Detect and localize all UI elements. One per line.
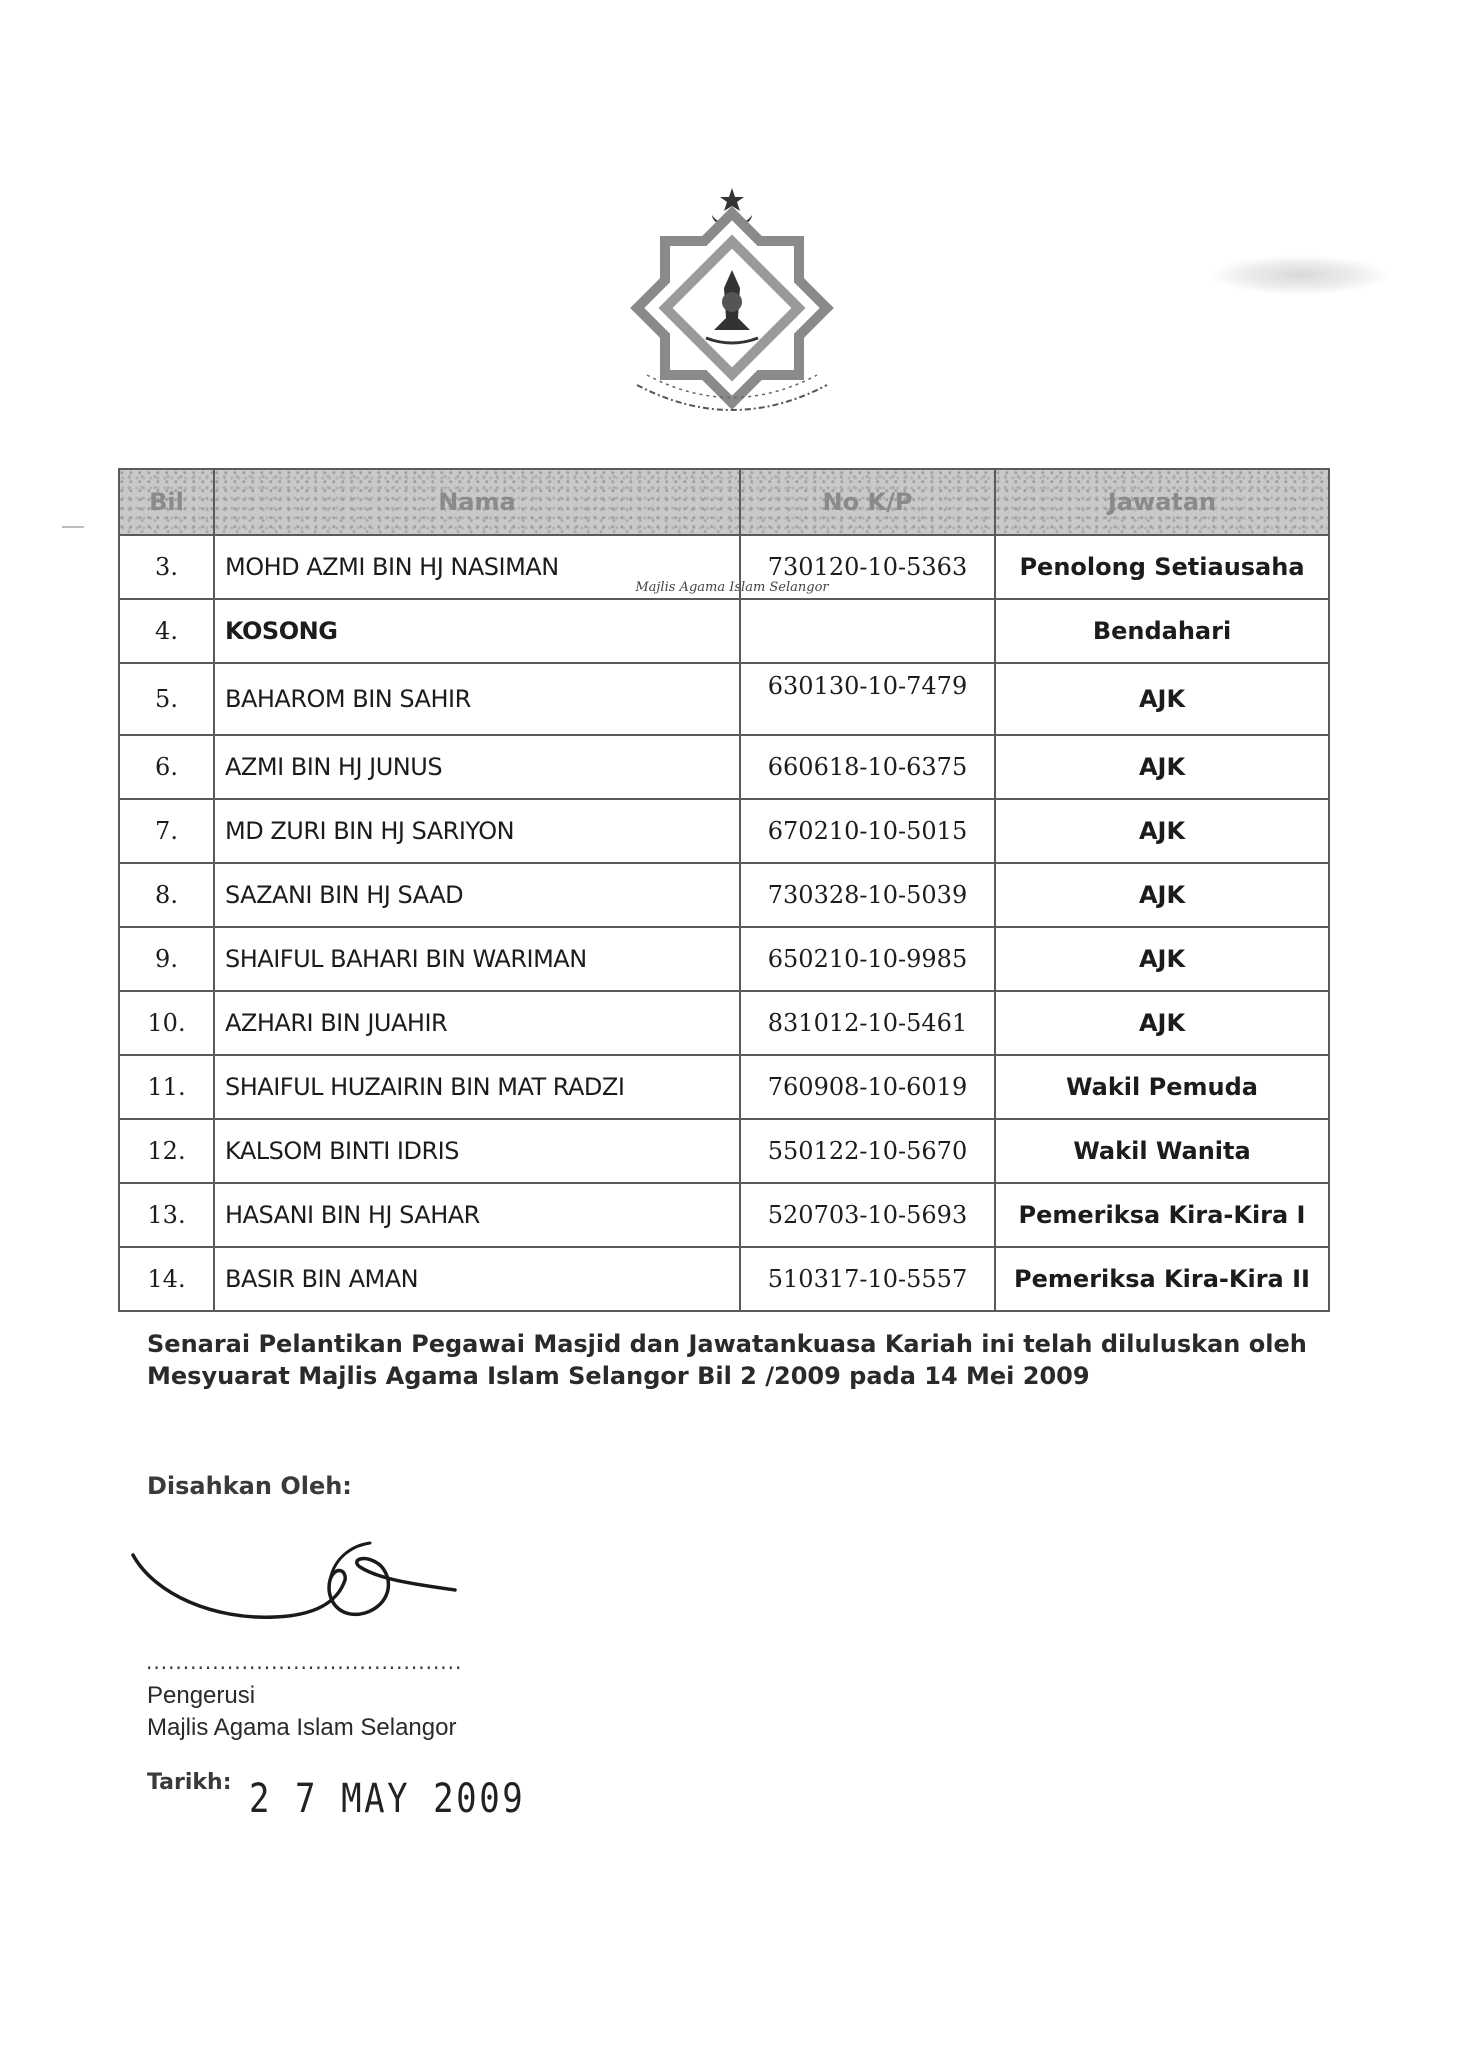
table-row [119,927,1329,991]
table-row [119,1183,1329,1247]
row-number: 10. [119,991,214,1055]
ic-number: 520703-10-5693 [740,1183,995,1247]
row-number: 4. [119,599,214,663]
member-name: SHAIFUL BAHARI BIN WARIMAN [214,927,740,991]
member-name: BASIR BIN AMAN [214,1247,740,1311]
signatory-title: Pengerusi [147,1682,256,1709]
position-title: Penolong Setiausaha [995,535,1329,599]
position-title: AJK [995,663,1329,735]
ic-number: 760908-10-6019 [740,1055,995,1119]
position-title: Wakil Wanita [995,1119,1329,1183]
row-number: 8. [119,863,214,927]
position-title: Pemeriksa Kira-Kira I [995,1183,1329,1247]
signature [125,1525,465,1645]
row-number: 11. [119,1055,214,1119]
position-title: Wakil Pemuda [995,1055,1329,1119]
member-name: MOHD AZMI BIN HJ NASIMAN [214,535,740,599]
header-kp: No K/P [740,469,995,535]
member-name: HASANI BIN HJ SAHAR [214,1183,740,1247]
emblem-graphic [617,180,847,440]
approval-line: Senarai Pelantikan Pegawai Masjid dan Jawatankuasa Kariah ini telah diluluskan oleh [147,1330,1307,1358]
ic-number: 730328-10-5039 [740,863,995,927]
approval-line: Mesyuarat Majlis Agama Islam Selangor Bil 2 /2009 pada 14 Mei 2009 [147,1362,1090,1390]
scan-mark [62,526,84,528]
date-label: Tarikh: [147,1770,232,1795]
signatory-block [147,1680,456,1744]
row-number: 7. [119,799,214,863]
ic-number: 670210-10-5015 [740,799,995,863]
ic-number: 660618-10-6375 [740,735,995,799]
member-name: SHAIFUL HUZAIRIN BIN MAT RADZI [214,1055,740,1119]
table-row [119,1055,1329,1119]
row-number: 3. [119,535,214,599]
member-name: SAZANI BIN HJ SAAD [214,863,740,927]
position-title: AJK [995,991,1329,1055]
row-number: 6. [119,735,214,799]
table-row [119,663,1329,735]
header-nama: Nama [214,469,740,535]
position-title: AJK [995,927,1329,991]
scan-smudge [1210,255,1390,295]
member-name: AZMI BIN HJ JUNUS [214,735,740,799]
table-row [119,535,1329,599]
ic-number: 730120-10-5363 [740,535,995,599]
verified-by-label: Disahkan Oleh: [147,1472,352,1500]
ic-number [740,599,995,663]
committee-table [118,468,1330,1312]
member-name: KOSONG [214,599,740,663]
signatory-organisation: Majlis Agama Islam Selangor [147,1714,457,1741]
table-row [119,991,1329,1055]
row-number: 5. [119,663,214,735]
table-row [119,599,1329,663]
ic-number: 510317-10-5557 [740,1247,995,1311]
position-title: AJK [995,735,1329,799]
table-row [119,1119,1329,1183]
ic-number: 831012-10-5461 [740,991,995,1055]
position-title: Pemeriksa Kira-Kira II [995,1247,1329,1311]
ic-number: 550122-10-5670 [740,1119,995,1183]
table-row [119,735,1329,799]
member-name: KALSOM BINTI IDRIS [214,1119,740,1183]
date-row [147,1770,574,1822]
header-bil: Bil [119,469,214,535]
member-name: BAHAROM BIN SAHIR [214,663,740,735]
approval-statement [147,1328,1327,1392]
header-jawatan: Jawatan [995,469,1329,535]
date-stamp: 2 7 MAY 2009 [248,1776,525,1822]
position-title: Bendahari [995,599,1329,663]
position-title: AJK [995,799,1329,863]
table-row [119,863,1329,927]
row-number: 9. [119,927,214,991]
row-number: 14. [119,1247,214,1311]
table-row [119,799,1329,863]
table-row [119,1247,1329,1311]
table-header-row [119,469,1329,535]
member-name: AZHARI BIN JUAHIR [214,991,740,1055]
signature-line: ........................................... [146,1650,463,1674]
row-number: 13. [119,1183,214,1247]
ic-number: 630130-10-7479 [740,663,995,735]
emblem-caption: Majlis Agama Islam Selangor [635,580,829,595]
row-number: 12. [119,1119,214,1183]
ic-number: 650210-10-9985 [740,927,995,991]
position-title: AJK [995,863,1329,927]
council-emblem [617,180,847,595]
member-name: MD ZURI BIN HJ SARIYON [214,799,740,863]
